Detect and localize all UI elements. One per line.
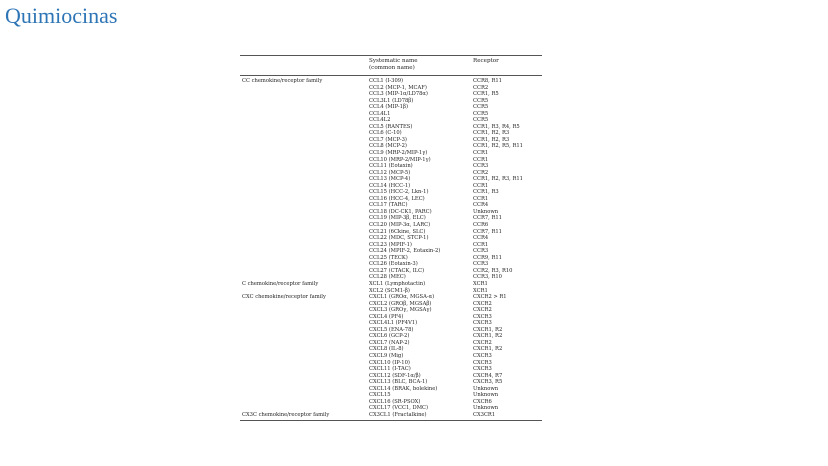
receptor-cell: CXCR4, R7 xyxy=(473,372,503,379)
systematic-name-cell: XCL1 (Lymphotactin) xyxy=(369,280,426,287)
header-receptor: Receptor xyxy=(473,58,499,64)
systematic-name-cell: CXCL16 (SR-PSOX) xyxy=(369,398,421,405)
receptor-cell: Unknown xyxy=(473,385,499,392)
systematic-name-cell: CCL14 (HCC-1) xyxy=(369,182,411,189)
systematic-name-cell: CCL12 (MCP-5) xyxy=(369,169,411,176)
receptor-cell: CXCR1, R2 xyxy=(473,326,503,333)
systematic-name-cell: CCL6 (C-10) xyxy=(369,130,402,137)
systematic-name-cell: CXCL11 (I-TAC) xyxy=(369,366,411,373)
receptor-cell: CCR4 xyxy=(473,235,489,242)
chemokine-table xyxy=(240,55,542,420)
systematic-name-cell: CCL4 (MIP-1β) xyxy=(369,104,408,111)
systematic-name-cell: CCL16 (HCC-4, LEC) xyxy=(369,195,425,202)
systematic-name-cell: CXCL4 (PF4) xyxy=(369,313,404,320)
receptor-cell: CCR1 xyxy=(473,195,489,202)
receptor-cell: CCR5 xyxy=(473,97,489,104)
systematic-name-cell: CCL4L1 xyxy=(369,110,391,117)
receptor-cell: CCR1, R3 xyxy=(473,189,499,196)
receptor-cell: XCR1 xyxy=(473,287,488,294)
receptor-cell: CCR2, R3, R10 xyxy=(473,267,513,274)
family-cell: C chemokine/receptor family xyxy=(242,280,319,287)
receptor-cell: CCR3 xyxy=(473,248,489,255)
table-top-rule xyxy=(240,55,542,56)
systematic-name-cell: CXCL1 (GROα, MGSA-α) xyxy=(369,294,435,301)
systematic-name-cell: CCL3L1 (LD78β) xyxy=(369,97,414,104)
receptor-cell: CCR1 xyxy=(473,156,489,163)
systematic-name-cell: CCL26 (Eotaxin-3) xyxy=(369,261,418,268)
family-cell: CX3C chemokine/receptor family xyxy=(242,411,330,418)
systematic-name-cell: CXCL17 (VCC1, DMC) xyxy=(369,405,429,412)
systematic-name-cell: CXCL10 (IP-10) xyxy=(369,359,410,366)
systematic-name-cell: CCL22 (MDC, STCP-1) xyxy=(369,235,429,242)
receptor-cell: CCR8, R11 xyxy=(473,78,502,84)
systematic-name-cell: CX3CL1 (Fractalkine) xyxy=(369,411,427,418)
systematic-name-cell: CXCL6 (GCP-2) xyxy=(369,333,410,340)
systematic-name-cell: CCL18 (DC-CK1, PARC) xyxy=(369,208,432,215)
systematic-name-cell: CXCL8 (IL-8) xyxy=(369,346,404,353)
header-systematic-name-line1: Systematic name xyxy=(369,58,418,64)
table-row xyxy=(240,412,542,419)
receptor-cell: CXCR2 xyxy=(473,307,492,314)
receptor-cell: CCR5 xyxy=(473,104,489,111)
systematic-name-cell: CCL27 (CTACK, ILC) xyxy=(369,267,425,274)
receptor-cell: CXCR3 xyxy=(473,352,492,359)
receptor-cell: CCR1, R5 xyxy=(473,91,499,98)
systematic-name-cell: CCL25 (TECK) xyxy=(369,254,408,261)
systematic-name-cell: CXCL13 (BLC, BCA-1) xyxy=(369,379,428,386)
slide-title: Quimiocinas xyxy=(5,3,118,28)
systematic-name-cell: CCL17 (TARC) xyxy=(369,202,408,209)
receptor-cell: CX3CR1 xyxy=(473,411,496,418)
systematic-name-cell: CCL2 (MCP-1, MCAF) xyxy=(369,84,427,91)
receptor-cell: CCR3 xyxy=(473,261,489,268)
header-systematic-name-line2: (common name) xyxy=(369,64,415,71)
receptor-cell: CCR9, R11 xyxy=(473,254,502,261)
receptor-cell: CXCR1, R2 xyxy=(473,346,503,353)
systematic-name-cell: CCL9 (MRP-2/MIP-1γ) xyxy=(369,150,428,157)
systematic-name-cell: CCL15 (HCC-2, Lkn-1) xyxy=(369,189,429,196)
receptor-cell: CCR1, R2, R3 xyxy=(473,136,510,143)
systematic-name-cell: XCL2 (SCM1-β) xyxy=(369,287,410,294)
systematic-name-cell: CCL3 (MIP-1α/LD78α) xyxy=(369,91,428,98)
table-bottom-rule xyxy=(240,420,542,421)
receptor-cell: CCR1 xyxy=(473,182,489,189)
systematic-name-cell: CXCL7 (NAP-2) xyxy=(369,339,410,346)
receptor-cell: CCR1 xyxy=(473,150,489,157)
header-systematic-name xyxy=(369,58,418,71)
receptor-cell: CCR3, R10 xyxy=(473,274,502,281)
systematic-name-cell: CCL8 (MCP-2) xyxy=(369,143,407,150)
receptor-cell: CCR5 xyxy=(473,110,489,117)
receptor-cell: CXCR2 xyxy=(473,339,492,346)
systematic-name-cell: CXCL4L1 (PF4V1) xyxy=(369,320,418,327)
systematic-name-cell: CXCL9 (Mig) xyxy=(369,352,404,359)
receptor-cell: CCR7, R11 xyxy=(473,215,502,222)
receptor-cell: CCR4 xyxy=(473,202,489,209)
receptor-cell: CCR1, R2, R5, R11 xyxy=(473,143,523,150)
family-cell: CXC chemokine/receptor family xyxy=(242,294,326,301)
receptor-cell: CXCR6 xyxy=(473,398,492,405)
receptor-cell: CXCR3 xyxy=(473,359,492,366)
receptor-cell: Unknown xyxy=(473,208,499,215)
receptor-cell: CXCR3 xyxy=(473,313,492,320)
systematic-name-cell: CCL21 (6Ckine, SLC) xyxy=(369,228,426,235)
systematic-name-cell: CCL28 (MEC) xyxy=(369,274,406,281)
receptor-cell: CXCR1, R2 xyxy=(473,333,503,340)
receptor-cell: CXCR2 > R1 xyxy=(473,294,507,301)
systematic-name-cell: CXCL12 (SDF-1α/β) xyxy=(369,372,421,379)
family-cell: CC chemokine/receptor family xyxy=(242,78,323,84)
systematic-name-cell: CCL13 (MCP-4) xyxy=(369,176,411,183)
receptor-cell: CXCR2 xyxy=(473,300,492,307)
receptor-cell: Unknown xyxy=(473,405,499,412)
receptor-cell: Unknown xyxy=(473,392,499,399)
receptor-cell: CCR1, R2, R3 xyxy=(473,130,510,137)
receptor-cell: CCR1 xyxy=(473,241,489,248)
systematic-name-cell: CCL7 (MCP-3) xyxy=(369,136,407,143)
receptor-cell: CXCR3 xyxy=(473,320,492,327)
receptor-cell: CCR2 xyxy=(473,169,489,176)
systematic-name-cell: CCL4L2 xyxy=(369,117,391,124)
systematic-name-cell: CXCL2 (GROβ, MGSAβ) xyxy=(369,300,432,307)
systematic-name-cell: CXCL5 (ENA-78) xyxy=(369,326,414,333)
receptor-cell: CCR1, R2, R3, R11 xyxy=(473,176,523,183)
receptor-cell: CCR7, R11 xyxy=(473,228,502,235)
systematic-name-cell: CXCL3 (GROγ, MGSAγ) xyxy=(369,307,432,314)
systematic-name-cell: CCL24 (MPIF-2, Eotaxin-2) xyxy=(369,248,441,255)
systematic-name-cell: CCL1 (I-309) xyxy=(369,78,404,84)
receptor-cell: CCR2 xyxy=(473,84,489,91)
receptor-cell: CCR5 xyxy=(473,117,489,124)
receptor-cell: XCR1 xyxy=(473,280,488,287)
systematic-name-cell: CCL10 (MRP-2/MIP-1γ) xyxy=(369,156,431,163)
systematic-name-cell: CCL20 (MIP-3α, LARC) xyxy=(369,222,431,229)
receptor-cell: CXCR3 xyxy=(473,366,492,373)
receptor-cell: CCR1, R3, R4, R5 xyxy=(473,123,520,130)
systematic-name-cell: CXCL15 xyxy=(369,392,391,399)
systematic-name-cell: CCL11 (Eotaxin) xyxy=(369,163,413,170)
systematic-name-cell: CCL23 (MPIF-1) xyxy=(369,241,412,248)
systematic-name-cell: CCL19 (MIP-3β, ELC) xyxy=(369,215,426,222)
systematic-name-cell: CCL5 (RANTES) xyxy=(369,123,413,130)
receptor-cell: CCR6 xyxy=(473,222,489,229)
table-body xyxy=(240,78,542,418)
systematic-name-cell: CXCL14 (BRAK, bolekine) xyxy=(369,385,438,392)
receptor-cell: CCR3 xyxy=(473,163,489,170)
receptor-cell: CXCR3, R5 xyxy=(473,379,503,386)
table-header-rule xyxy=(240,75,542,76)
